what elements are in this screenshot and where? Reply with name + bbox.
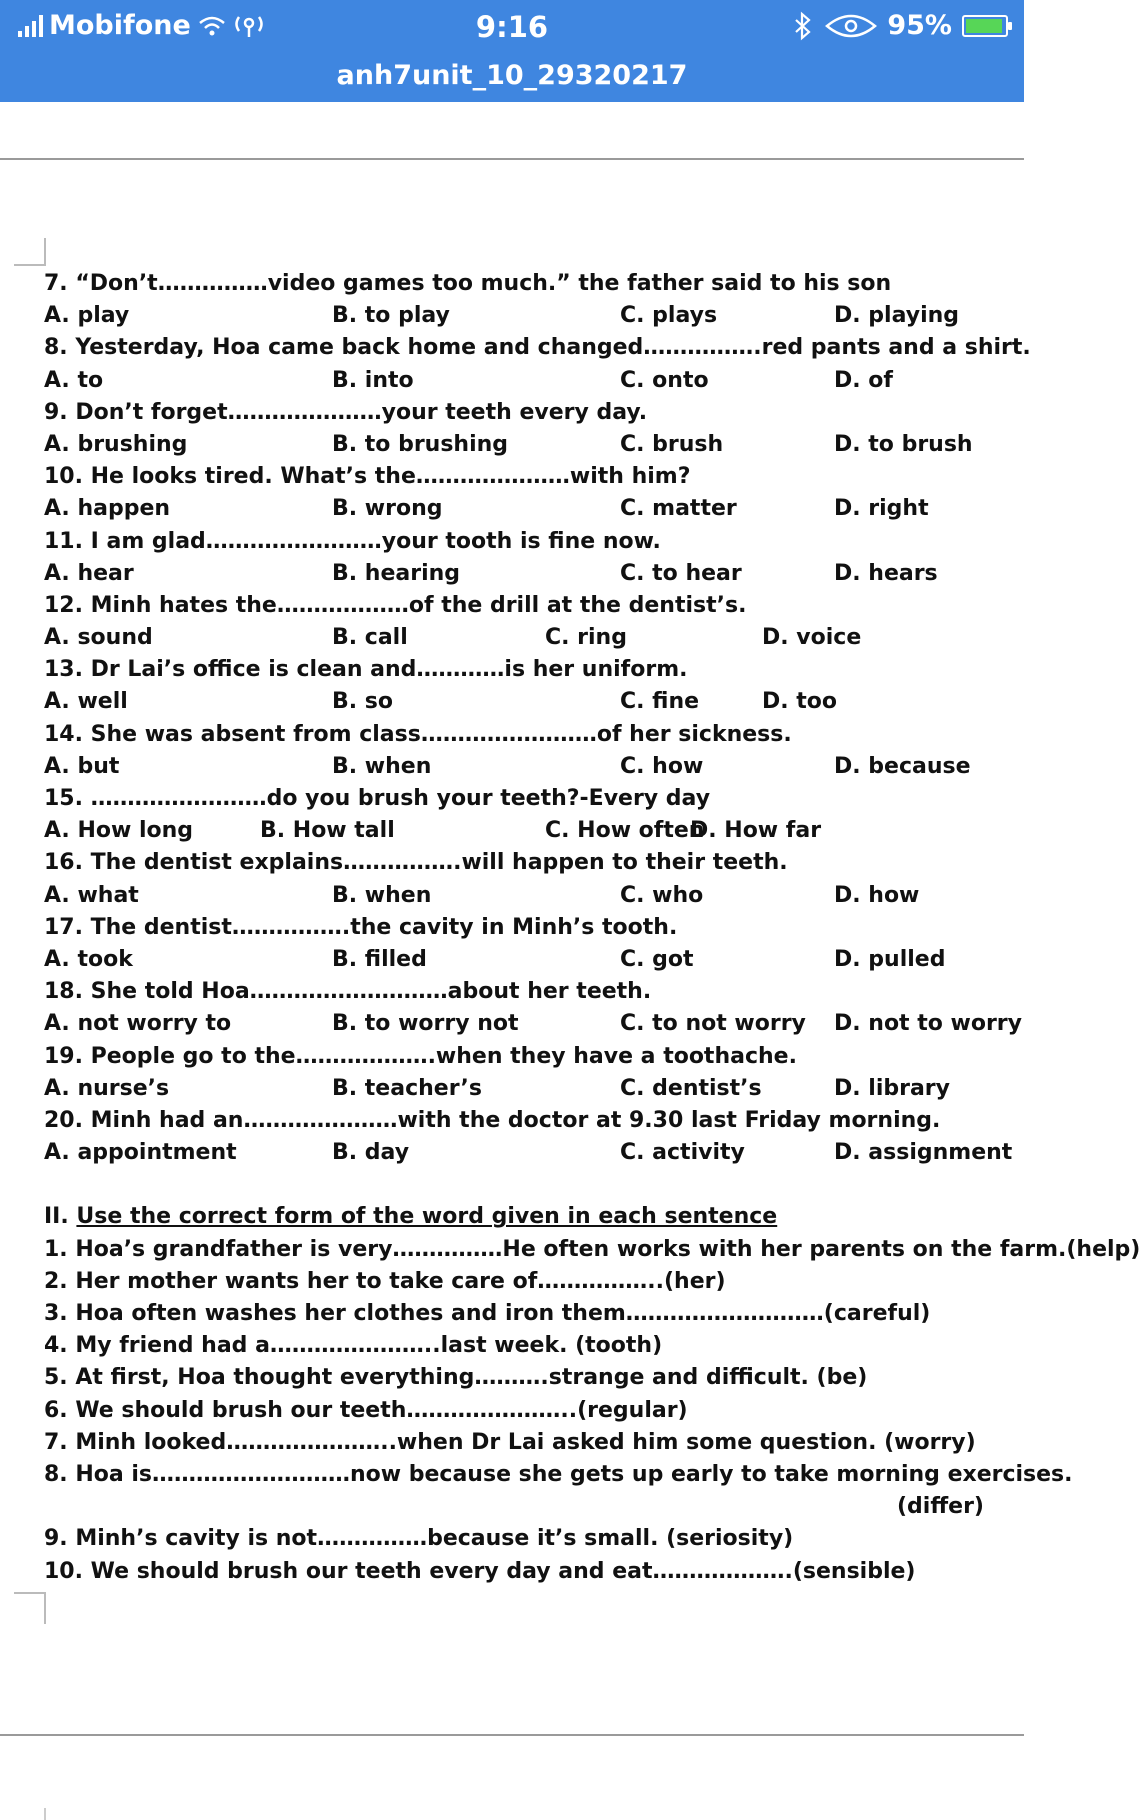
question-text: 20. Minh had an…………………with the doctor at 9.30 last Friday morning. [44, 1107, 941, 1133]
answer-options [44, 686, 1024, 718]
exercise-item: 6. We should brush our teeth…………………..(regular) [44, 1397, 688, 1423]
exercise-item: 10. We should brush our teeth every day and eat……………….(sensible) [44, 1558, 916, 1584]
answer-option: B. to brushing [332, 431, 509, 457]
document-title: anh7unit_10_29320217 [336, 60, 688, 91]
answer-option: C. plays [620, 303, 718, 329]
answer-option: A. appointment [44, 1140, 237, 1166]
answer-option: C. matter [620, 496, 737, 522]
document-page [44, 268, 1140, 1588]
answer-option: A. not worry to [44, 1011, 232, 1037]
answer-options [44, 493, 1024, 525]
answer-option: A. what [44, 882, 139, 908]
answer-option: D. hears [834, 560, 938, 586]
question-text: 13. Dr Lai’s office is clean and…………is her uniform. [44, 657, 688, 683]
answer-option: D. too [762, 689, 838, 715]
section-two-heading [44, 1201, 1024, 1233]
answer-option: C. onto [620, 367, 709, 393]
answer-options [44, 944, 1024, 976]
blank-line [44, 1169, 1024, 1201]
answer-option: C. who [620, 882, 704, 908]
answer-option: A. but [44, 753, 120, 779]
top-bar [0, 0, 1024, 102]
answer-option: A. How long [44, 818, 194, 844]
question-text: 12. Minh hates the………………of the drill at the dentist’s. [44, 592, 747, 618]
question-text: 10. He looks tired. What’s the…………………with him? [44, 464, 691, 490]
exercise-item: 9. Minh’s cavity is not……………because it’s small. (seriosity) [44, 1526, 794, 1552]
answer-options [44, 365, 1024, 397]
answer-option: B. call [332, 625, 408, 651]
answer-option: D. how [834, 882, 920, 908]
answer-option: B. to play [332, 303, 450, 329]
bluetooth-icon [791, 12, 815, 40]
question-text: 17. The dentist…………….the cavity in Minh’s tooth. [44, 914, 678, 940]
answer-option: D. How far [690, 818, 822, 844]
carrier-name: Mobifone [49, 10, 191, 41]
answer-option: B. hearing [332, 560, 461, 586]
answer-option: A. happen [44, 496, 171, 522]
question-text: 14. She was absent from class……………………of her sickness. [44, 721, 792, 747]
page-corner-mark-bottom [14, 1592, 46, 1624]
question-text: 18. She told Hoa………………………about her teeth. [44, 979, 652, 1005]
answer-option: C. activity [620, 1140, 745, 1166]
question-text: 15. ……………………do you brush your teeth?-Every day [44, 786, 711, 811]
answer-option: B. filled [332, 946, 427, 972]
answer-option: C. How often [545, 818, 705, 844]
page-divider-bottom [0, 1734, 1024, 1736]
page-edge-mark [44, 1808, 46, 1820]
question-text: 19. People go to the……………….when they have a toothache. [44, 1043, 797, 1069]
answer-option: D. of [834, 367, 893, 393]
answer-options [44, 558, 1024, 590]
answer-option: C. got [620, 946, 694, 972]
answer-option: A. hear [44, 560, 134, 586]
answer-options [44, 1137, 1024, 1169]
answer-option: B. wrong [332, 496, 443, 522]
answer-options [44, 1073, 1024, 1105]
answer-option: A. to [44, 367, 104, 393]
answer-option: B. when [332, 753, 432, 779]
answer-option: B. How tall [260, 818, 395, 844]
status-bar [0, 0, 1024, 54]
eye-icon [825, 14, 877, 38]
answer-option: D. voice [762, 625, 862, 651]
answer-option: C. to hear [620, 560, 742, 586]
answer-option: C. brush [620, 431, 724, 457]
clock: 9:16 [475, 10, 549, 44]
word-form-section [44, 1234, 1140, 1588]
answer-options [44, 300, 1024, 332]
question-text: 8. Yesterday, Hoa came back home and changed…………….red pants and a shirt. [44, 335, 1031, 361]
answer-option: D. to brush [834, 431, 973, 457]
exercise-item: 1. Hoa’s grandfather is very……………He often works with her parents on the farm.(help) [44, 1236, 1140, 1262]
exercise-item: 3. Hoa often washes her clothes and iron them………………………(careful) [44, 1301, 931, 1326]
exercise-item: 5. At first, Hoa thought everything……….strange and difficult. (be) [44, 1365, 868, 1391]
answer-option: B. so [332, 689, 393, 715]
exercise-item: 8. Hoa is………………………now because she gets up early to take morning exercises. [44, 1461, 1073, 1487]
exercise-item: (differ) [897, 1494, 984, 1520]
answer-option: A. sound [44, 625, 153, 651]
answer-option: B. to worry not [332, 1011, 519, 1037]
answer-option: D. pulled [834, 946, 946, 972]
exercise-item: 4. My friend had a…………………..last week. (tooth) [44, 1333, 663, 1359]
answer-options [44, 622, 1024, 654]
answer-options [44, 751, 1024, 783]
answer-option: C. dentist’s [620, 1075, 762, 1101]
answer-options [44, 880, 1024, 912]
answer-option: C. ring [545, 625, 627, 651]
answer-option: D. right [834, 496, 929, 522]
answer-option: D. not to worry [834, 1011, 1022, 1037]
answer-option: B. when [332, 882, 432, 908]
answer-option: D. library [834, 1075, 950, 1101]
answer-option: C. how [620, 753, 704, 779]
answer-option: A. brushing [44, 431, 188, 457]
section-numeral: II. [44, 1204, 69, 1230]
question-text: 7. “Don’t……………video games too much.” the father said to his son [44, 271, 892, 296]
question-text: 16. The dentist explains…………….will happen to their teeth. [44, 850, 788, 876]
page-divider-top [0, 158, 1024, 160]
question-text: 9. Don’t forget…………………your teeth every day. [44, 399, 648, 425]
exercise-item: 2. Her mother wants her to take care of……………..(her) [44, 1268, 726, 1294]
answer-options [44, 429, 1024, 461]
answer-options [44, 1008, 1024, 1040]
battery-icon [962, 15, 1008, 37]
section-heading: Use the correct form of the word given in each sentence [76, 1204, 778, 1230]
exercise-item: 7. Minh looked…………………..when Dr Lai asked him some question. (worry) [44, 1429, 976, 1455]
battery-percent: 95% [887, 10, 952, 41]
answer-options [44, 815, 1024, 847]
answer-option: C. fine [620, 689, 700, 715]
answer-option: A. took [44, 946, 133, 972]
answer-option: A. nurse’s [44, 1075, 170, 1101]
answer-option: B. teacher’s [332, 1075, 482, 1101]
page-corner-mark [14, 238, 46, 266]
answer-option: C. to not worry [620, 1011, 806, 1037]
answer-option: D. assignment [834, 1140, 1013, 1166]
answer-option: B. day [332, 1140, 410, 1166]
multiple-choice-section [44, 268, 1031, 1169]
answer-option: D. because [834, 753, 971, 779]
answer-option: A. well [44, 689, 128, 715]
answer-option: D. playing [834, 303, 960, 329]
question-text: 11. I am glad……………………your tooth is fine now. [44, 528, 661, 554]
answer-option: B. into [332, 367, 414, 393]
answer-option: A. play [44, 303, 130, 329]
